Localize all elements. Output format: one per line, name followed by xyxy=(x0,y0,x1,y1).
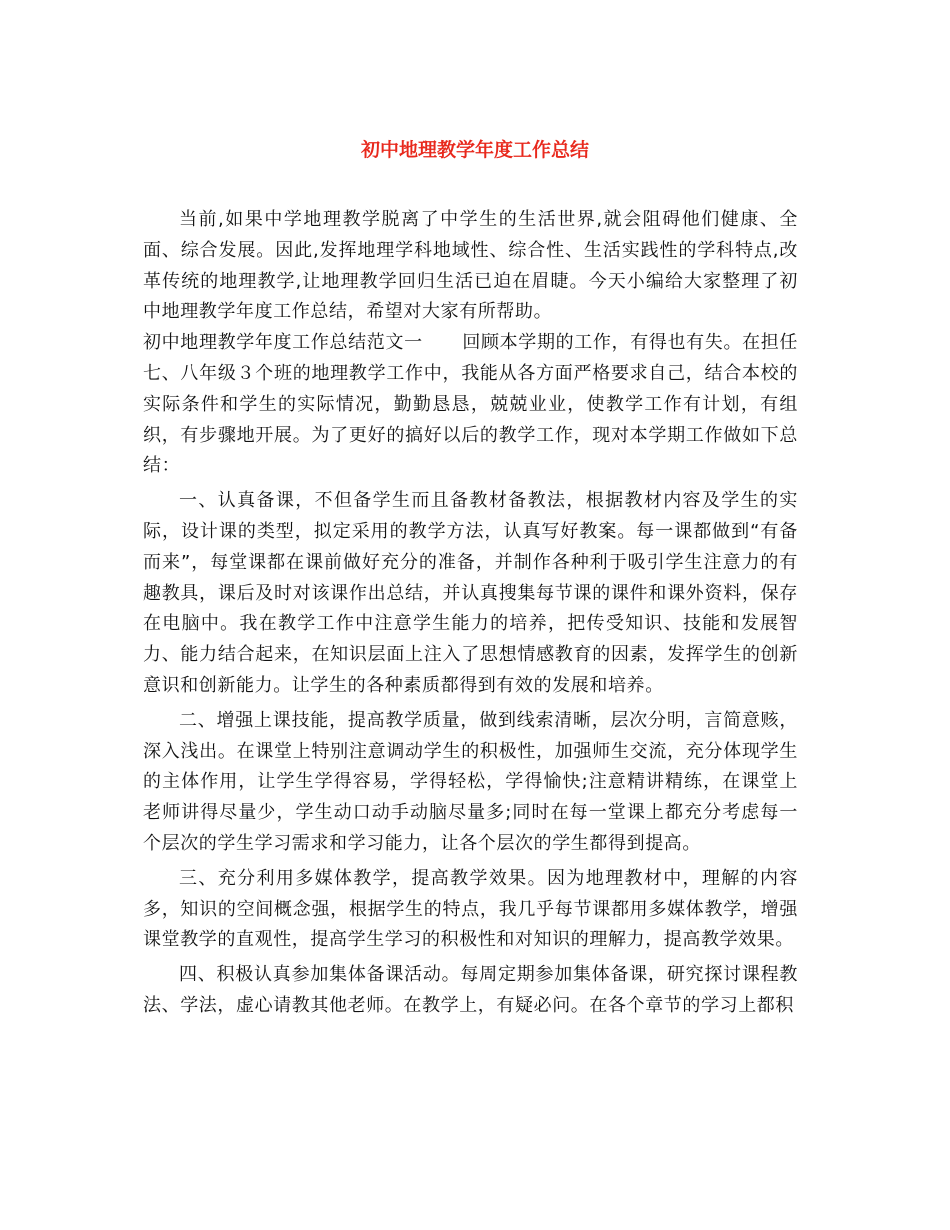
point-one-paragraph: 一、认真备课，不但备学生而且备教材备教法，根据教材内容及学生的实际，设计课的类型，拟定采用的教学方法，认真写好教案。每一课都做到“有备而来”，每堂课都在课前做好充分的准备，并制作各种利于吸引学生注意力的有趣教具，课后及时对该课作出总结，并认真搜集每节课的课件和课外资料，保存在电脑中。我在教学工作中注意学生能力的培养，把传受知识、技能和发展智力、能力结合起来，在知识层面上注入了思想情感教育的因素，发挥学生的创新意识和创新能力。让学生的各种素质都得到有效的发展和培养。 xyxy=(143,490,798,696)
document-body xyxy=(143,205,798,1022)
point-three-paragraph: 三、充分利用多媒体教学，提高教学效果。因为地理教材中，理解的内容多，知识的空间概念强，根据学生的特点，我几乎每节课都用多媒体教学，增强课堂教学的直观性，提高学生学习的积极性和对知识的理解力，提高教学效果。 xyxy=(143,867,798,951)
review-paragraph xyxy=(143,328,798,482)
sample-heading: 初中地理教学年度工作总结范文一 xyxy=(143,332,423,354)
point-two-paragraph: 二、增强上课技能，提高教学质量，做到线索清晰，层次分明，言简意赅，深入浅出。在课堂上特别注意调动学生的积极性，加强师生交流，充分体现学生的主体作用，让学生学得容易，学得轻松，学得愉快;注意精讲精练，在课堂上老师讲得尽量少，学生动口动手动脑尽量多;同时在每一堂课上都充分考虑每一个层次的学生学习需求和学习能力，让各个层次的学生都得到提高。 xyxy=(143,709,798,854)
review-text: 回顾本学期的工作，有得也有失。在担任七、八年级３个班的地理教学工作中，我能从各方面严格要求自己，结合本校的实际条件和学生的实际情况，勤勤恳恳，兢兢业业，使教学工作有计划，有组织，有步骤地开展。为了更好的搞好以后的教学工作，现对本学期工作做如下总结： xyxy=(143,332,798,477)
point-four-paragraph: 四、积极认真参加集体备课活动。每周定期参加集体备课，研究探讨课程教法、学法，虚心请教其他老师。在教学上，有疑必问。在各个章节的学习上都积 xyxy=(143,964,798,1016)
document-title: 初中地理教学年度工作总结 xyxy=(360,139,589,161)
intro-paragraph: 当前,如果中学地理教学脱离了中学生的生活世界,就会阻碍他们健康、全面、综合发展。因此,发挥地理学科地域性、综合性、生活实践性的学科特点,改革传统的地理教学,让地理教学回归生活已迫在眉睫。今天小编给大家整理了初中地理教学年度工作总结，希望对大家有所帮助。 xyxy=(143,209,798,323)
